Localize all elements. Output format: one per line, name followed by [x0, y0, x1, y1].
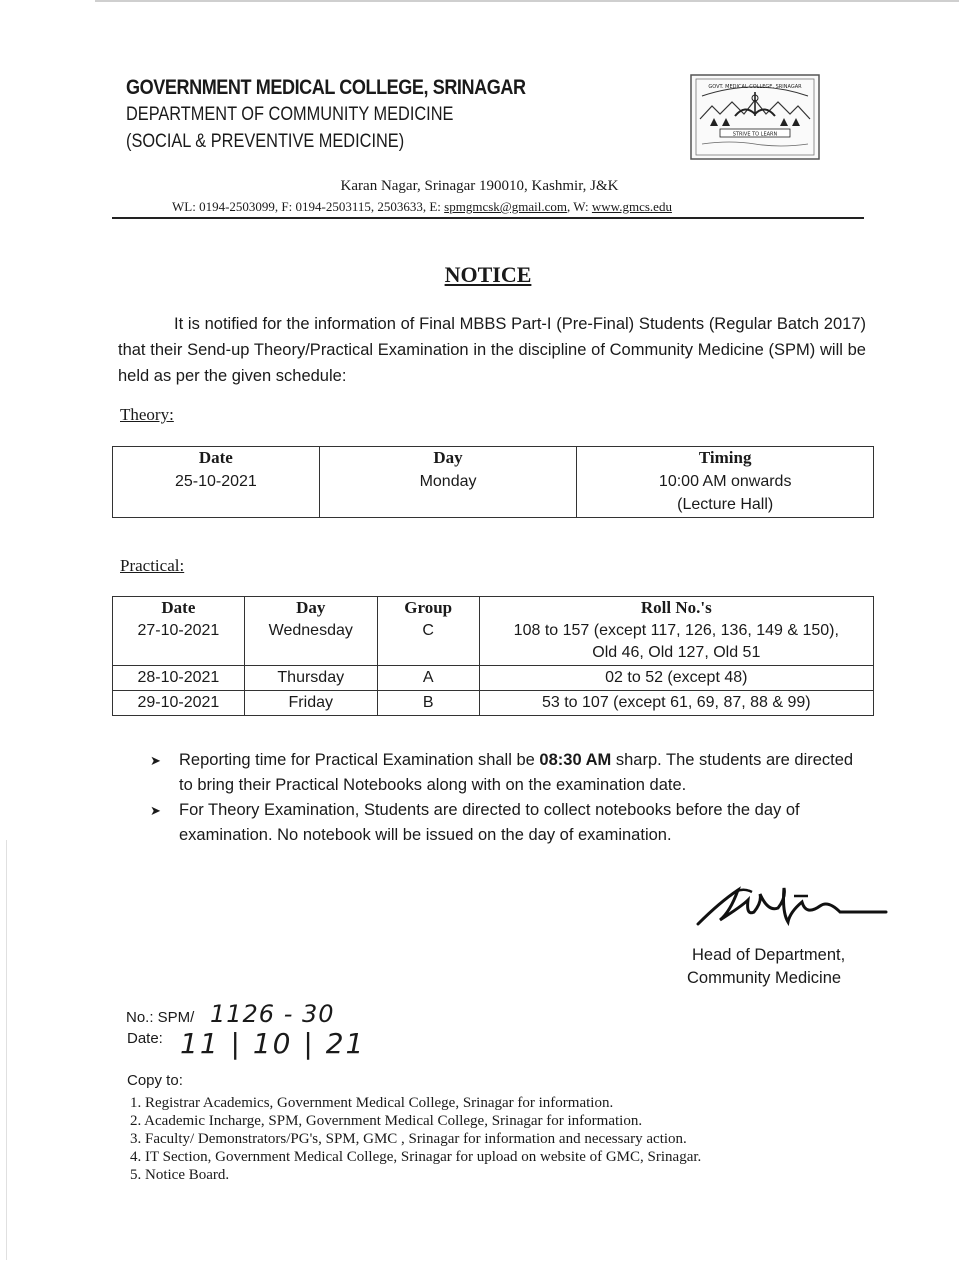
roll-line: Old 46, Old 127, Old 51 — [592, 644, 761, 661]
column-header-roll-numbers: Roll No.'s — [479, 597, 873, 620]
theory-date: 25-10-2021 — [113, 469, 320, 518]
practical-group: B — [377, 691, 479, 716]
practical-group: C — [377, 619, 479, 666]
subdepartment-name: (SOCIAL & PREVENTIVE MEDICINE) — [126, 131, 405, 152]
contact-line — [172, 199, 672, 215]
theory-heading: Theory: — [120, 405, 174, 424]
practical-roll-numbers: 02 to 52 (except 48) — [479, 666, 873, 691]
column-header-timing: Timing — [577, 447, 874, 470]
copy-to-list — [130, 1094, 701, 1184]
contact-phones: WL: 0194-2503099, F: 0194-2503115, 2503633, E: — [172, 199, 445, 214]
theory-schedule-table — [112, 446, 874, 518]
column-header-day: Day — [319, 447, 577, 470]
table-header-row — [113, 597, 874, 620]
email-link[interactable]: spmgmcsk@gmail.com — [444, 199, 567, 214]
copy-to-label: Copy to: — [127, 1072, 183, 1089]
column-header-date: Date — [113, 447, 320, 470]
instruction-emphasis: 08:30 AM — [539, 751, 612, 769]
web-label: , W: — [566, 199, 592, 214]
department-name: DEPARTMENT OF COMMUNITY MEDICINE — [126, 104, 454, 125]
column-header-date: Date — [113, 597, 245, 620]
website-link[interactable]: www.gmcs.edu — [591, 199, 672, 214]
signatory-department: Community Medicine — [687, 969, 842, 987]
practical-date: 27-10-2021 — [113, 619, 245, 666]
theory-day: Monday — [319, 469, 577, 518]
roll-line: 108 to 157 (except 117, 126, 136, 149 & 150), — [513, 622, 839, 639]
table-row — [113, 691, 874, 716]
theory-timing — [577, 469, 874, 518]
address-line: Karan Nagar, Srinagar 190010, Kashmir, J&K — [340, 178, 619, 194]
practical-roll-numbers — [479, 619, 873, 666]
practical-day: Friday — [244, 691, 377, 716]
timing-line: 10:00 AM onwards — [658, 473, 792, 490]
instruction-text: sharp. The students are directed to bring their Practical Notebooks along with on the examination date. — [179, 751, 854, 794]
list-item: 1. Registrar Academics, Government Medical College, Srinagar for information. — [130, 1095, 614, 1111]
reference-date-label: Date: — [127, 1030, 163, 1047]
arrow-bullet-icon: ➤ — [150, 753, 161, 768]
signatory-title: Head of Department, — [692, 946, 846, 964]
list-item — [150, 748, 870, 798]
page-title: NOTICE — [444, 262, 532, 287]
intro-paragraph: It is notified for the information of Final MBBS Part-I (Pre-Final) Students (Regular Batch 2017) that their Send-up Theory/Practical Examination in the discipline of Community Medicine (SPM) will be held as per the given schedule: — [118, 315, 866, 385]
table-header-row — [113, 447, 874, 470]
practical-schedule-table — [112, 596, 874, 716]
venue-line: (Lecture Hall) — [677, 496, 774, 513]
practical-group: A — [377, 666, 479, 691]
reference-number-value: 1126 - 30 — [210, 1000, 335, 1028]
reference-date-value: 11 | 10 | 21 — [180, 1027, 366, 1060]
practical-date: 29-10-2021 — [113, 691, 245, 716]
list-item — [150, 798, 870, 848]
logo-motto: STRIVE TO LEARN — [732, 131, 778, 138]
scan-left-edge — [6, 840, 7, 1260]
list-item: 2. Academic Incharge, SPM, Government Medical College, Srinagar for information. — [130, 1113, 643, 1129]
column-header-day: Day — [244, 597, 377, 620]
instruction-text: For Theory Examination, Students are directed to collect notebooks before the day of examination. No notebook will be issued on the day of examination. — [179, 801, 800, 844]
list-item: 5. Notice Board. — [130, 1167, 230, 1183]
practical-day: Wednesday — [244, 619, 377, 666]
college-emblem-icon — [690, 74, 820, 160]
practical-roll-numbers: 53 to 107 (except 61, 69, 87, 88 & 99) — [479, 691, 873, 716]
scan-top-edge — [95, 0, 959, 2]
table-row — [113, 469, 874, 518]
practical-heading: Practical: — [120, 556, 185, 575]
reference-number-label: No.: SPM/ — [126, 1009, 195, 1026]
table-row — [113, 619, 874, 666]
header-divider — [112, 217, 864, 219]
table-row — [113, 666, 874, 691]
practical-date: 28-10-2021 — [113, 666, 245, 691]
column-header-group: Group — [377, 597, 479, 620]
arrow-bullet-icon: ➤ — [150, 803, 161, 818]
instructions-list — [150, 748, 870, 848]
college-name: GOVERNMENT MEDICAL COLLEGE, SRINAGAR — [126, 76, 526, 99]
practical-day: Thursday — [244, 666, 377, 691]
handwritten-signature — [690, 872, 890, 942]
list-item: 4. IT Section, Government Medical College, Srinagar for upload on website of GMC, Srinagar. — [130, 1149, 702, 1165]
list-item: 3. Faculty/ Demonstrators/PG's, SPM, GMC , Srinagar for information and necessary action. — [130, 1131, 687, 1147]
instruction-text: Reporting time for Practical Examination shall be — [179, 751, 540, 769]
logo-top-text: GOVT. MEDICAL COLLEGE, SRINAGAR — [708, 84, 802, 90]
